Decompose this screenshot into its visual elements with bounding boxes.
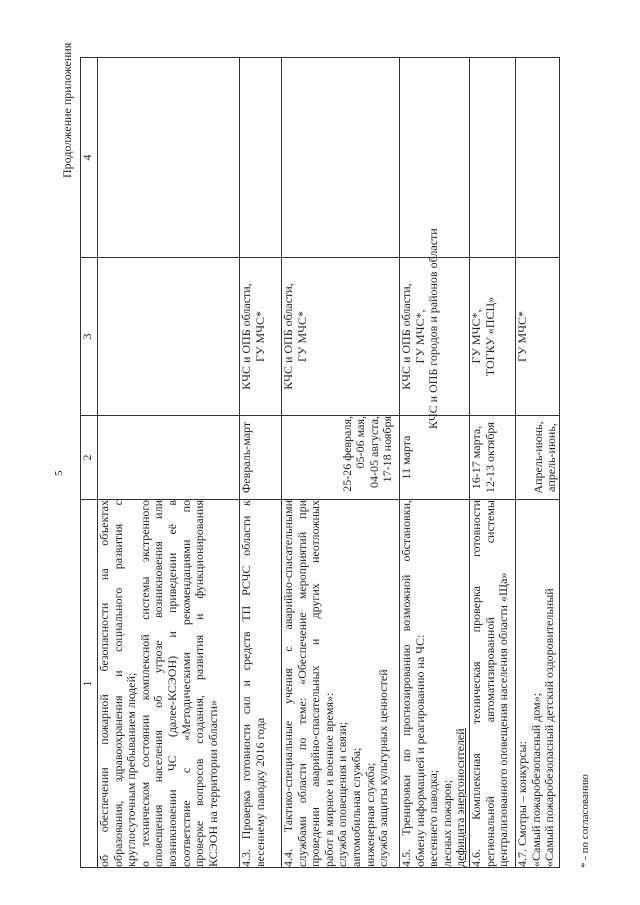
text-line: проведении аварийно-спасательных и других неотложных	[308, 500, 323, 867]
note-cell	[400, 58, 470, 258]
table-row	[470, 58, 516, 868]
text-line: централизованного оповещения населения области «Ща»	[496, 572, 511, 867]
text-line: 16-17 марта,	[469, 425, 483, 490]
text-line: КЧС и ОПБ городов и районов области	[426, 228, 441, 429]
responsible-cell	[240, 258, 282, 416]
text-line: обмену информацией и реагированию на ЧС:	[412, 634, 427, 867]
text-line: «Самый пожаробезопасный детский оздоровительный	[542, 588, 557, 867]
note-cell	[98, 58, 240, 258]
header-cell: 4	[81, 58, 98, 258]
text-line: 4.6. Комплексная техническая проверка готовности	[469, 500, 483, 867]
note-cell	[282, 58, 400, 258]
continuation-title: Продолжение приложения	[60, 42, 74, 178]
text-line: Апрель-июнь,	[530, 421, 545, 494]
text-line: ГУ МЧС*,	[469, 309, 483, 364]
text-line: круглосуточным пребыванием людей;	[124, 672, 139, 867]
text-line: 4.5. Тренировки по прогнозированию возможной обстановки,	[399, 500, 413, 867]
table-row	[98, 58, 240, 868]
activity-cell	[400, 500, 470, 868]
text-line: оповещения населения об угрозе возникновения или	[151, 500, 166, 867]
text-line: дефицита энергоносителей	[453, 728, 468, 867]
responsible-cell	[399, 228, 470, 429]
text-line: Февраль-март	[239, 421, 253, 494]
date-cell	[282, 416, 400, 500]
text-line: соответствие с «Методическими рекомендациями по	[178, 500, 193, 867]
text-line: весеннего паводка;	[426, 769, 441, 867]
text-line: ГУ МЧС*,	[412, 309, 427, 364]
table-header-row	[81, 58, 98, 868]
text-line: об обеспечении пожарной безопасности на объектах	[97, 500, 111, 867]
table-row	[516, 58, 560, 868]
page-number: 5	[53, 470, 65, 476]
text-line: 4.7. Смотры – конкурсы:	[515, 741, 529, 867]
responsible-cell	[282, 258, 400, 416]
table-row	[282, 58, 400, 868]
text-line: КЧС и ОПБ области,	[239, 283, 253, 390]
text-line: весеннему паводку 2016 года	[252, 717, 267, 867]
header-cell: 2	[81, 416, 98, 500]
text-line: автомобильная служба;	[348, 747, 363, 867]
table-row	[240, 58, 282, 868]
responsible-cell	[516, 258, 560, 416]
responsible-cell	[470, 258, 516, 416]
text-line: ГУ МЧС*	[252, 311, 267, 362]
text-line: 4.4. Тактико-специальные учения с аварийно-спасательными	[281, 500, 295, 867]
note-cell	[516, 58, 560, 258]
text-line: образования, здравоохранения и социального развития с	[110, 500, 125, 867]
rotated-landscape-content	[40, 20, 600, 880]
text-line: работ в мирное и военное время»:	[321, 692, 336, 867]
table-row	[400, 58, 470, 868]
text-line: КСЭОН на территории области»	[205, 700, 220, 867]
text-line: ГУ МЧС*	[515, 311, 529, 362]
text-line: «Самый пожаробезопасный дом»;	[528, 692, 543, 867]
footnote: * - по согласованию	[579, 774, 591, 868]
note-cell	[470, 58, 516, 258]
responsible-cell	[98, 258, 240, 416]
text-line: служба оповещения и связи;	[335, 721, 350, 867]
header-cell: 3	[81, 258, 98, 416]
text-line: службами области по теме: «Обеспечение мероприятий при	[294, 500, 309, 867]
text-line: служба защиты культурных ценностей	[376, 669, 391, 867]
text-line: 4.3. Проверка готовности сил и средств ТП РСЧС области к	[239, 500, 253, 867]
text-line: региональной автоматизированной системы	[482, 500, 497, 867]
plan-table	[80, 57, 560, 868]
activity-cell	[516, 500, 560, 868]
date-cell	[516, 416, 560, 500]
text-line: инженерная служба;	[362, 762, 377, 867]
text-line: лесных пожаров;	[439, 779, 454, 867]
date-cell	[240, 416, 282, 500]
text-line: КЧС и ОПБ области,	[399, 283, 413, 390]
text-line: ГУ МЧС*	[294, 311, 309, 362]
date-cell	[470, 416, 516, 500]
text-line: о техническом состоянии комплексной системы экстренного	[137, 500, 152, 867]
activity-cell	[470, 500, 516, 868]
text-line: ТОГКУ «ПСЦ»	[482, 296, 497, 377]
text-line: 11 марта	[399, 435, 413, 480]
text-line: 17-18 ноября	[380, 416, 395, 483]
date-cell	[98, 416, 240, 500]
text-line: КЧС и ОПБ области,	[281, 283, 295, 390]
text-line: 12-13 октября	[482, 422, 497, 493]
activity-cell	[282, 500, 400, 868]
text-line: 05-06 мая,	[353, 416, 368, 469]
text-line: 04-05 августа,	[366, 416, 381, 488]
note-cell	[240, 58, 282, 258]
text-line: возникновении ЧС (далее-КСЭОН) и приведении её в	[164, 500, 179, 867]
header-cell: 1	[81, 500, 98, 868]
text-line: апрель-июнь,	[544, 423, 559, 492]
activity-cell	[98, 500, 240, 868]
activity-cell	[240, 500, 282, 868]
text-line: 25-26 февраля,	[339, 416, 354, 492]
text-line: проверке вопросов создания, развития и функционирования	[192, 500, 207, 867]
